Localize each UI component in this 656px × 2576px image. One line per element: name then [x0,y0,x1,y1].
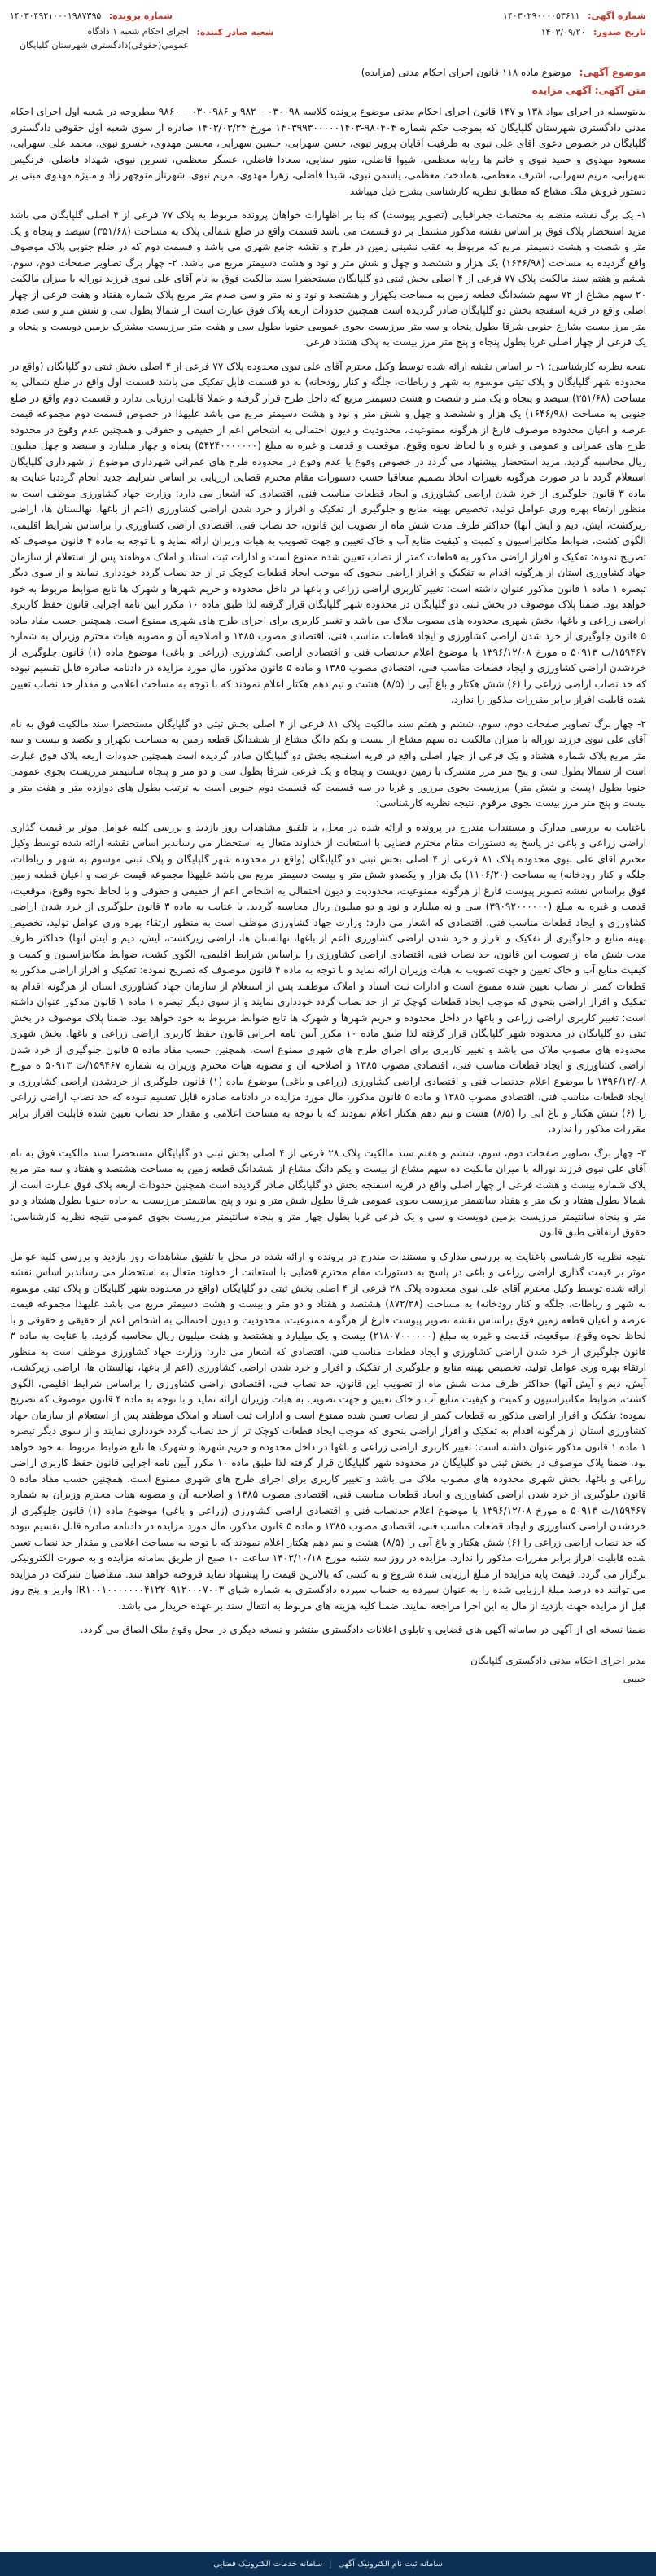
announcement-body [0,101,656,1639]
signature-name: حبیبی [623,1672,646,1684]
case-number [10,8,173,24]
issue-date-label: تاریخ صدور: [593,27,646,37]
body-paragraph-plot-81: ۲- چهار برگ تصاویر صفحات دوم، سوم، ششم و هفتم سند مالکیت پلاک ۸۱ فرعی از ۴ اصلی بخش ثبتی دو گلپایگان مستحضرا سند مالکیت فوق به نام آقای علی نبوی فرزند نوراله با میزان مالکیت ده سهم مشاع از بیست و یکم دانگ مشاع از ششدانگ قطعه زمین به مساحت یکهزار و یکصد و بیست و سه متر مربع پلاک شماره هشتاد و یک فرعی از چهار اصلی واقع در قریه اسفنجه بخش دو گلپایگان صادر گردیده است همچنین حدودات اربعه پلاک فوق عبارت است از شمالا بطول سی و پنج متر مرز مشترک با زمین دویست و پنجاه و یک فرعی شرقا بطول سی و دو متر و پنجاه سانتیمتر مرزیست بجوی عمومی جنوبا بطول (پست و شش متر) مرزیست بجوی مرزور و غربا در سه قسمت که قسمت دوم جنوبی است به ترتیب بطول های دوازده متر و هفت متر و بیست و پنج متر مرز بیست بجوی مرقوم. نتیجه نظریه کارشناسی: [10,718,646,809]
footer-link-registration[interactable]: سامانه ثبت نام الکترونیک آگهی [338,2559,443,2569]
ad-text-label: متن آگهی: آگهی مزایده [531,85,646,96]
body-paragraph-plot-81-appraisal: باعنایت به بررسی مدارک و مستندات مندرج در پرونده و ارائه شده در محل، با تلفیق مشاهدات روز بازدید و بررسی کلیه عوامل موثر بر قیمت گذاری اراضی زراعی و باغی در پاسخ به دستورات مقام محترم قضایی با استعانت از خداوند متعال به استحضار می رساندبر اساس نقشه ارائه شده توسط وکیل محترم آقای علی نبوی محدوده پلاک ۸۱ فرعی از ۴ اصلی بخش ثبتی دو گلپایگان (واقع در محدوده شهر گلپایگان و پلاک ثبتی موسوم به شهر و رباطات، جلگه و کنار رودخانه) به مساحت (۱۱۰۶/۲۰) یک هزار و یکصدو شش متر و بیست دسیمتر مربع می باشد علیهذا مجموعه قیمت عرصه و اعیان قطعه زمین فوق براساس نقشه تصویر پیوست فارغ از هرگونه ممنوعیت، محدودیت و دیون احتمالی به اشخاص اعم از حقیقی و حقوقی و با لحاظ نحوه وقوع، موقعیت، قدمت و غیره به مبلغ (۳۹۰۹۲۰۰۰۰۰۰) سی و نه میلیارد و نود و دو میلیون ریال محاسبه گردید. با عنایت به ماده ۳ قانون جلوگیری از خرد شدن اراضی کشاورزی و ایجاد قطعات مناسب فنی، اقتصادی که اشعار می دارد: وزارت جهاد کشاورزی موظف است به منظور ارتقاء بهره وری عوامل تولید، تخصیص بهینه منابع و جلوگیری از تفکیک و افراز و خرد شدن اراضی کشاورزی (اعم از باغها، نهالستان ها، اراضی زیرکشت، آیش، دیم و آیش آنها) حداکثر ظرف مدت شش ماه از تصویب این قانون، حد نصاب فنی، اقتصادی اراضی کشاورزی را براساس شرایط اقلیمی، الگوی کشت، ضوابط مکانیزاسیون و کمیت و کیفیت منابع آب و خاک تعیین و جهت تصویب به هیات وزیران ارائه نماید و با توجه به ماده ۴ قانون موصوف که تصریح نموده: تفکیک و افراز اراضی مذکور به قطعات کمتر از نصاب تعیین شده ممنوع است و ادارات ثبت اسناد و املاک موظفند پس از استعلام از سازمان جهاد کشاورزی استان از هرگونه اقدام به تفکیک و افراز اراضی بنحوی که موجب ایجاد قطعات کوچک تر از حد نصاب گردد خودداری نمایند و از سوی دیگر تبصره ۱ ماده ۱ قانون مذکور عنوان داشته است: تغییر کاربری اراضی زراعی و باغها در داخل محدوده و حریم شهرها و شهرک ها تابع ضوابط مربوط به خود خواهد بود. ضمنا پلاک موصوف در بخش ثبتی دو گلپایگان در محدوده شهر گلپایگان قرار گرفته لذا طبق ماده ۱۰ مکرر آیین نامه اجرایی قانون حفظ کاربری اراضی زراعی و باغها، بخش شهری محدوده های مصوب ملاک می باشد و تغییر کاربری برای اجرای طرح های شهری ممنوع است. همچنین حسب مفاد ماده ۵ قانون جلوگیری از خرد شدن اراضی کشاورزی و ایجاد قطعات مناسب فنی، اقتصادی مصوب ۱۳۸۵ و اصلاحیه آن و مصوبه هیات محترم وزیران به شماره ۱۵۹۴۶۷/ت ۵۰۹۱۳ ه مورخ ۱۳۹۶/۱۲/۰۸ با موضوع اعلام حدنصاب فنی و اقتصادی اراضی کشاورزی (زراعی و باغی) موضوع ماده (۱) قانون جلوگیری از خردشدن اراضی کشاورزی و ایجاد قطعات مناسب فنی، اقتصادی مصوب ۱۳۸۵ و ماده ۵ قانون مذکور، مال مورد مزایده در دادنامه صادره قابل تقسیم نبوده که حد نصاب اراضی زراعی را (۶) شش هکتار و باغ آبی را (۸/۵) هشت و نیم دهم هکتار اعلام نمودند که با توجه به مساحت اعلامی و مقدار حد نصاب تعیین شده قابلیت افراز برابر مقررات مذکور را ندارد. [10,821,647,1134]
case-number-label: شماره پرونده: [108,11,173,21]
issue-date [541,24,646,41]
signature-block [0,1647,656,1687]
meta-row-bottom [10,24,646,52]
footer-bar [0,2552,656,2576]
body-paragraph-plot-77-appraisal: نتیجه نظریه کارشناسی: ۱- بر اساس نقشه ارائه شده توسط وکیل محترم آقای علی نبوی محدوده پلاک ۷۷ فرعی از ۴ اصلی بخش ثبتی دو گلپایگان (واقع در محدوده شهر گلپایگان و پلاک ثبتی موسوم به شهر و رباطات، جلگه و کنار رودخانه) به دو قسمت قابل تفکیک می باشد قسمت اول واقع در ضلع شمالی به مساحت (۳۵۱/۶۸) سیصد و پنجاه و یک متر و شصت و هشت دسیمتر مربع که داخل طرح قرار گرفته و عملا قابلیت ارزیابی ندارد و قسمت دوم واقع در ضلع جنوبی به مساحت (۱۶۴۶/۹۸) یک هزار و ششصد و چهل و شش متر و نود و هشت دسیمتر مربع می باشد علیهذا در خصوص قسمت دوم مجموعه قیمت عرصه و اعیان محدوده موصوف فارغ از هرگونه ممنوعیت، محدودیت و دیون احتمالی به اشخاص اعم از حقیقی و حقوقی و همچنین عدم وقوع در محدوده طرح های عمرانی و عمومی و غیره و با لحاظ نحوه وقوع، موقعیت و قدمت و غیره به مبلغ (۵۴۲۴۰۰۰۰۰۰۰) پنجاه و چهار میلیارد و سیصد و چهل میلیون ریال محاسبه گردید. مزید استحضار پیشنهاد می گردد در خصوص وقوع یا عدم وقوع در محدوده طرح های عمرانی شهرداری موضوع از شهرداری گلپایگان استعلام گردد تا در صورت هرگونه تغییرات اتخاذ تصمیم متعاقبا حسب دستورات مقام محترم قضایی ارزیابی بر اساس شرایط جدید انجام گرددبا عنایت به ماده ۳ قانون جلوگیری از خرد شدن اراضی کشاورزی و ایجاد قطعات مناسب فنی، اقتصادی که اشعار می دارد: وزارت جهاد کشاورزی موظف است به منظور ارتقاء بهره وری عوامل تولید، تخصیص بهینه منابع و جلوگیری از تفکیک و افراز و خرد شدن اراضی کشاورزی (اعم از باغها، نهالستان ها، اراضی زیرکشت، آیش، دیم و آیش آنها) حداکثر ظرف مدت شش ماه از تصویب این قانون، حد نصاب فنی، اقتصادی اراضی کشاورزی را براساس شرایط اقلیمی، الگوی کشت، ضوابط مکانیزاسیون و کمیت و کیفیت منابع آب و خاک تعیین و جهت تصویب به هیات وزیران ارائه نماید و با توجه به ماده ۴ قانون موصوف که تصریح نموده: تفکیک و افراز اراضی مذکور به قطعات کمتر از نصاب تعیین شده ممنوع است و ادارات ثبت اسناد و املاک موظفند پس از استعلام از سازمان جهاد کشاورزی استان از هرگونه اقدام به تفکیک و افراز اراضی بنحوی که موجب ایجاد قطعات کوچک تر از حد نصاب گردد خودداری نمایند و از سوی دیگر تبصره ۱ ماده ۱ قانون مذکور عنوان داشته است: تغییر کاربری اراضی زراعی و باغها در داخل محدوده و حریم شهرها و شهرک ها تابع ضوابط مربوط به خود خواهد بود. ضمنا پلاک موصوف در بخش ثبتی دو گلپایگان در محدوده شهر گلپایگان قرار گرفته لذا طبق ماده ۱۰ مکرر آیین نامه اجرایی قانون حفظ کاربری اراضی زراعی و باغها، بخش شهری محدوده های مصوب ملاک می باشد و تغییر کاربری برای اجرای طرح های شهری ممنوع است. همچنین حسب مفاد ماده ۵ قانون جلوگیری از خرد شدن اراضی کشاورزی و ایجاد قطعات مناسب فنی، اقتصادی مصوب ۱۳۸۵ و اصلاحیه آن و مصوبه هیات محترم وزیران به شماره ۱۵۹۴۶۷/ت ۵۰۹۱۳ ه مورخ ۱۳۹۶/۱۲/۰۸ با موضوع اعلام حدنصاب فنی و اقتصادی اراضی کشاورزی (زراعی و باغی) موضوع ماده (۱) قانون جلوگیری از خردشدن اراضی کشاورزی و ایجاد قطعات مناسب فنی، اقتصادی مصوب ۱۳۸۵ و ماده ۵ قانون مذکور، مال مورد مزایده در دادنامه صادره قابل تقسیم نبوده که حد نصاب اراضی زراعی را (۶) شش هکتار و باغ آبی را (۸/۵) هشت و نیم دهم هکتار اعلام نمودند که با توجه به مساحت اعلامی و مقدار حد نصاب تعیین شده قابلیت افراز برابر مقررات مذکور را ندارد. [10,360,647,705]
announcement-meta [0,0,656,57]
body-paragraph-plot-28-appraisal: نتیجه نظریه کارشناسی باعنایت به بررسی مدارک و مستندات مندرج در پرونده و ارائه شده در محل با تلفیق مشاهدات روز بازدید و بررسی کلیه عوامل موثر بر قیمت گذاری اراضی زراعی و باغی در پاسخ به دستورات مقام محترم قضایی با استعانت از خداوند متعال به استحضار می رساندبر اساس نقشه ارائه شده توسط وکیل محترم آقای علی نبوی محدوده پلاک ۲۸ فرعی از ۴ اصلی بخش ثبتی دو گلپایگان (واقع در محدوده شهر گلپایگان و پلاک ثبتی موسوم به شهر و رباطات، جلگه و کنار رودخانه) به مساحت (۸۷۲/۲۸) هشتصد و هفتاد و دو متر و بیست و هشت دسیمتر مربع می باشد علیهذا مجموعه قیمت عرصه و اعیان قطعه زمین فوق براساس نقشه تصویر پیوست فارغ از هرگونه ممنوعیت، محدودیت و دیون احتمالی به اشخاص اعم از حقیقی و حقوقی و با لحاظ نحوه وقوع، موقعیت، قدمت و غیره به مبلغ (۲۱۸۰۷۰۰۰۰۰۰) بیست و یک میلیارد و هشتصد و هفت میلیون ریال محاسبه گردید. با عنایت به ماده ۳ قانون جلوگیری از خرد شدن اراضی کشاورزی و ایجاد قطعات مناسب فنی، اقتصادی که اشعار می دارد: وزارت جهاد کشاورزی موظف است به منظور ارتقاء بهره وری عوامل تولید، تخصیص بهینه منابع و جلوگیری از تفکیک و افراز و خرد شدن اراضی کشاورزی (اعم از باغها، نهالستان ها، اراضی زیرکشت، آیش، دیم و آیش آنها) حداکثر ظرف مدت شش ماه از تصویب این قانون، حد نصاب فنی، اقتصادی اراضی کشاورزی را براساس شرایط اقلیمی، الگوی کشت، ضوابط مکانیزاسیون و کمیت و کیفیت منابع آب و خاک تعیین و جهت تصویب به هیات وزیران ارائه نماید و با توجه به ماده ۴ قانون موصوف که تصریح نموده: تفکیک و افراز اراضی مذکور به قطعات کمتر از نصاب تعیین شده ممنوع است و ادارات ثبت اسناد و املاک موظفند پس از استعلام از سازمان جهاد کشاورزی استان از هرگونه اقدام به تفکیک و افراز اراضی بنحوی که موجب ایجاد قطعات کوچک تر از حد نصاب گردد خودداری نمایند و از سوی دیگر تبصره ۱ ماده ۱ قانون مذکور عنوان داشته است: تغییر کاربری اراضی زراعی و باغها در داخل محدوده و حریم شهرها و شهرک ها تابع ضوابط مربوط به خود خواهد بود. ضمنا پلاک موصوف در بخش ثبتی دو گلپایگان در محدوده شهر گلپایگان قرار گرفته لذا طبق ماده ۱۰ مکرر آیین نامه اجرایی قانون حفظ کاربری اراضی زراعی و باغها، بخش شهری محدوده های مصوب ملاک می باشد و تغییر کاربری برای اجرای طرح های شهری ممنوع است. همچنین حسب مفاد ماده ۵ قانون جلوگیری از خرد شدن اراضی کشاورزی و ایجاد قطعات مناسب فنی، اقتصادی مصوب ۱۳۸۵ و اصلاحیه آن و مصوبه هیات محترم وزیران به شماره ۱۵۹۴۶۷/ت ۵۰۹۱۳ ه مورخ ۱۳۹۶/۱۲/۰۸ با موضوع اعلام حدنصاب فنی و اقتصادی اراضی کشاورزی (زراعی و باغی) موضوع ماده (۱) قانون جلوگیری از خردشدن اراضی کشاورزی و ایجاد قطعات مناسب فنی، اقتصادی مصوب ۱۳۸۵ و ماده ۵ قانون مذکور، مال مورد مزایده در دادنامه صادره قابل تقسیم نبوده که حد نصاب اراضی زراعی را (۶) شش هکتار و باغ آبی را (۸/۵) هشت و نیم دهم هکتار اعلام نمودند که با توجه به مساحت اعلامی و مقدار حد نصاب تعیین شده قابلیت افراز برابر مقررات مذکور را ندارد. مزایده در روز سه شنبه مورخ ۱۴۰۳/۱۰/۱۸ ساعت ۱۰ صبح از طریق سامانه مزایده و به صورت الکترونیکی برگزار می گردد. قیمت پایه مزایده از مبلغ ارزیابی شده شروع و به کسی که بالاترین قیمت را پیشنهاد نماید فروخته خواهد شد. متقاضیان شرکت در مزایده می توانند ده درصد مبلغ ارزیابی شده را به عنوان سپرده به حساب سپرده دادگستری به شماره شبای IR۱۰۰۱۰۰۰۰۰۰۰۴۱۲۲۰۹۱۲۰۰۰۷۰۰۳ واریز و پنج روز قبل از مزایده جهت بازدید از مال به این اجرا مراجعه نمایند. ضمنا کلیه هزینه های مربوط به انتقال سند بر عهده خریدار می باشد. [10,1250,647,1612]
ad-number-value: ۱۴۰۳۰۲۹۰۰۰۰۵۳۶۱۱ [503,11,580,21]
body-paragraph-plot-77: ۱- یک برگ نقشه منضم به مختصات جغرافیایی (تصویر پیوست) که بنا بر اظهارات خواهان پرونده مربوط به پلاک ۷۷ فرعی از ۴ اصلی گلپایگان می باشد مزید استحضار پلاک فوق بر اساس نقشه مذکور مشتمل بر دو قسمت می باشد قسمت واقع در ضلع شمالی پلاک به مساحت (۳۵۱/۶۸) سیصد و پنجاه و یک متر و شصت و هشت دسیمتر مربع که مربوط به عقب نشینی زمین در طرح و نقشه جامع شهری می باشد و قسمت دوم که در ضلع جنوبی پلاک موصوف واقع گردیده به مساحت (۱۶۴۶/۹۸) یک هزار و ششصد و چهل و شش متر و نود و هشت دسیمتر مربع می باشد. ۲- چهار برگ تصاویر صفحات دوم، سوم، ششم و هفتم سند مالکیت پلاک ۷۷ فرعی از ۴ اصلی بخش ثبتی دو گلپایگان مستحضرا سند مالکیت فوق به نام آقای علی نبوی فرزند نوراله با میزان مالکیت ۲۰ سهم مشاع از ۷۲ سهم ششدانگ قطعه زمین به مساحت یکهزار و هشتصد و نود و نه متر و سی صدم متر مربع پلاک شماره هفتاد و هفت فرعی از چهار اصلی واقع در قریه اسفنجه بخش دو گلپایگان صادر گردیده است همچنین حدودات اربعه پلاک فوق عبارت است از شمالا بطول سی و شش متر و سی صدم متر مرز بیست بشارع جنوبی شرقا بطول پنجاه و سه متر مرزیست بجوی عمومی جنوبا بطول سی و هفت متر مرزیست مشترک بزمین دویست و پنجاه و یک فرعی از چهار اصلی غربا بطول پنجاه و پنج متر مرز بیست به پلاک هشتاد فرعی. [10,209,647,348]
subject-line [0,57,656,83]
meta-row-top [10,8,646,24]
issue-date-value: ۱۴۰۳/۰۹/۲۰ [540,27,586,37]
footer-separator: | [329,2559,332,2569]
subject-label: موضوع آگهی: [579,67,646,78]
subject-value: موضوع ماده ۱۱۸ قانون اجرای احکام مدنی (مزایده) [361,67,571,78]
signature-title: مدیر اجرای احکام مدنی دادگستری گلپایگان [470,1654,646,1666]
issuing-branch-value: اجرای احکام شعبه ۱ دادگاه عمومی(حقوقی)دادگستری شهرستان گلپایگان [19,26,189,50]
body-paragraph-intro: بدینوسیله در اجرای مواد ۱۳۸ و ۱۴۷ قانون اجرای احکام مدنی موضوع پرونده کلاسه ۰۳۰۰۹۸ – ۹۸۲ و ۰۳۰۰۹۸۶ – ۹۸۶۰ مطروحه در شعبه اول اجرای احکام مدنی دادگستری شهرستان گلپایگان که بموجب حکم شماره ۹۸۰۴۰۴-۱۴۰۳۹۹۳۰۰۰۰۰۱۴۰۳ مورخ ۱۴۰۳/۰۳/۲۴ صادره از سوی شعبه اول حقوقی دادگستری گلپایگان در خصوص دعوی آقای علی نبوی به طرفیت آقایان پرویز نبوی، حسن سهرابی، حسین سهرابی، محسن مهدوی، خسرو نبوی، محمد علی سهرابی، مسعود مهدوی و حمید نبوی و خانم ها ریابه معظمی، شیوا فاضلی، منور سنایی، سعادا فاضلی، عسگر معظمی، نسرین نبوی، شهداد فاضلی، فرنگیس سهرابی، مریم سهرابی، اشرف معظمی، همادخت معظمی، یاسمن نبوی، شیدا فاضلی، زهرا مهدوی، مریم نبوی، شهرناز منوچهر زاد و منیژه مهدوی مبنی بر دستور فروش ملک مشاع که مطابق نظریه کارشناسی بشرح ذیل میباشد [10,106,647,197]
issuing-branch-label: شعبه صادر کننده: [196,27,274,37]
body-paragraph-plot-28: ۳- چهار برگ تصاویر صفحات دوم، سوم، ششم و هفتم سند مالکیت پلاک ۲۸ فرعی از ۴ اصلی بخش ثبتی دو گلپایگان مستحضرا سند مالکیت فوق به نام آقای علی نبوی فرزند نوراله با میزان مالکیت ده سهم مشاع از بیست و یکم دانگ مشاع از ششدانگ قطعه زمین به مساحت هشتصد و هفتاد و سه متر مربع پلاک شماره بیست و هشت فرعی از چهار اصلی واقع در قریه اسفنجه بخش دو گلپایگان صادر گردیده است همچنین حدودات اربعه پلاک فوق عبارت است از شمالا بطول هفتاد و یک متر و هفتاد سانتیمتر مرزیست بجوی عمومی شرقا بطول شش متر و نود و پنج سانتیمتر مرزیست به جاده جنوبا بطول هشتاد و دو متر و پنجاه سانتیمتر مرزیست بزمین دویست و سی و یک فرعی غربا بطول چهار متر و پنجاه سانتیمتر مرزیست بجوی عمومی نتیجه نظریه کارشناسی: حقوق ارتفاقی طبق قانون [10,1147,646,1238]
footer-link-judicial-services[interactable]: سامانه خدمات الکترونیک قضایی [213,2559,323,2569]
body-paragraph-publication-note: ضمنا نسخه ای از آگهی در سامانه آگهی های قضایی و تابلوی اعلانات دادگستری منتشر و نسخه دیگری در محل وقوع ملک الصاق می گردد. [80,1624,646,1635]
issuing-branch [10,24,274,52]
ad-number [503,8,646,24]
ad-number-label: شماره آگهی: [588,11,646,21]
case-number-value: ۱۴۰۳۰۴۹۲۱۰۰۰۱۹۸۷۳۹۵ [10,11,102,21]
